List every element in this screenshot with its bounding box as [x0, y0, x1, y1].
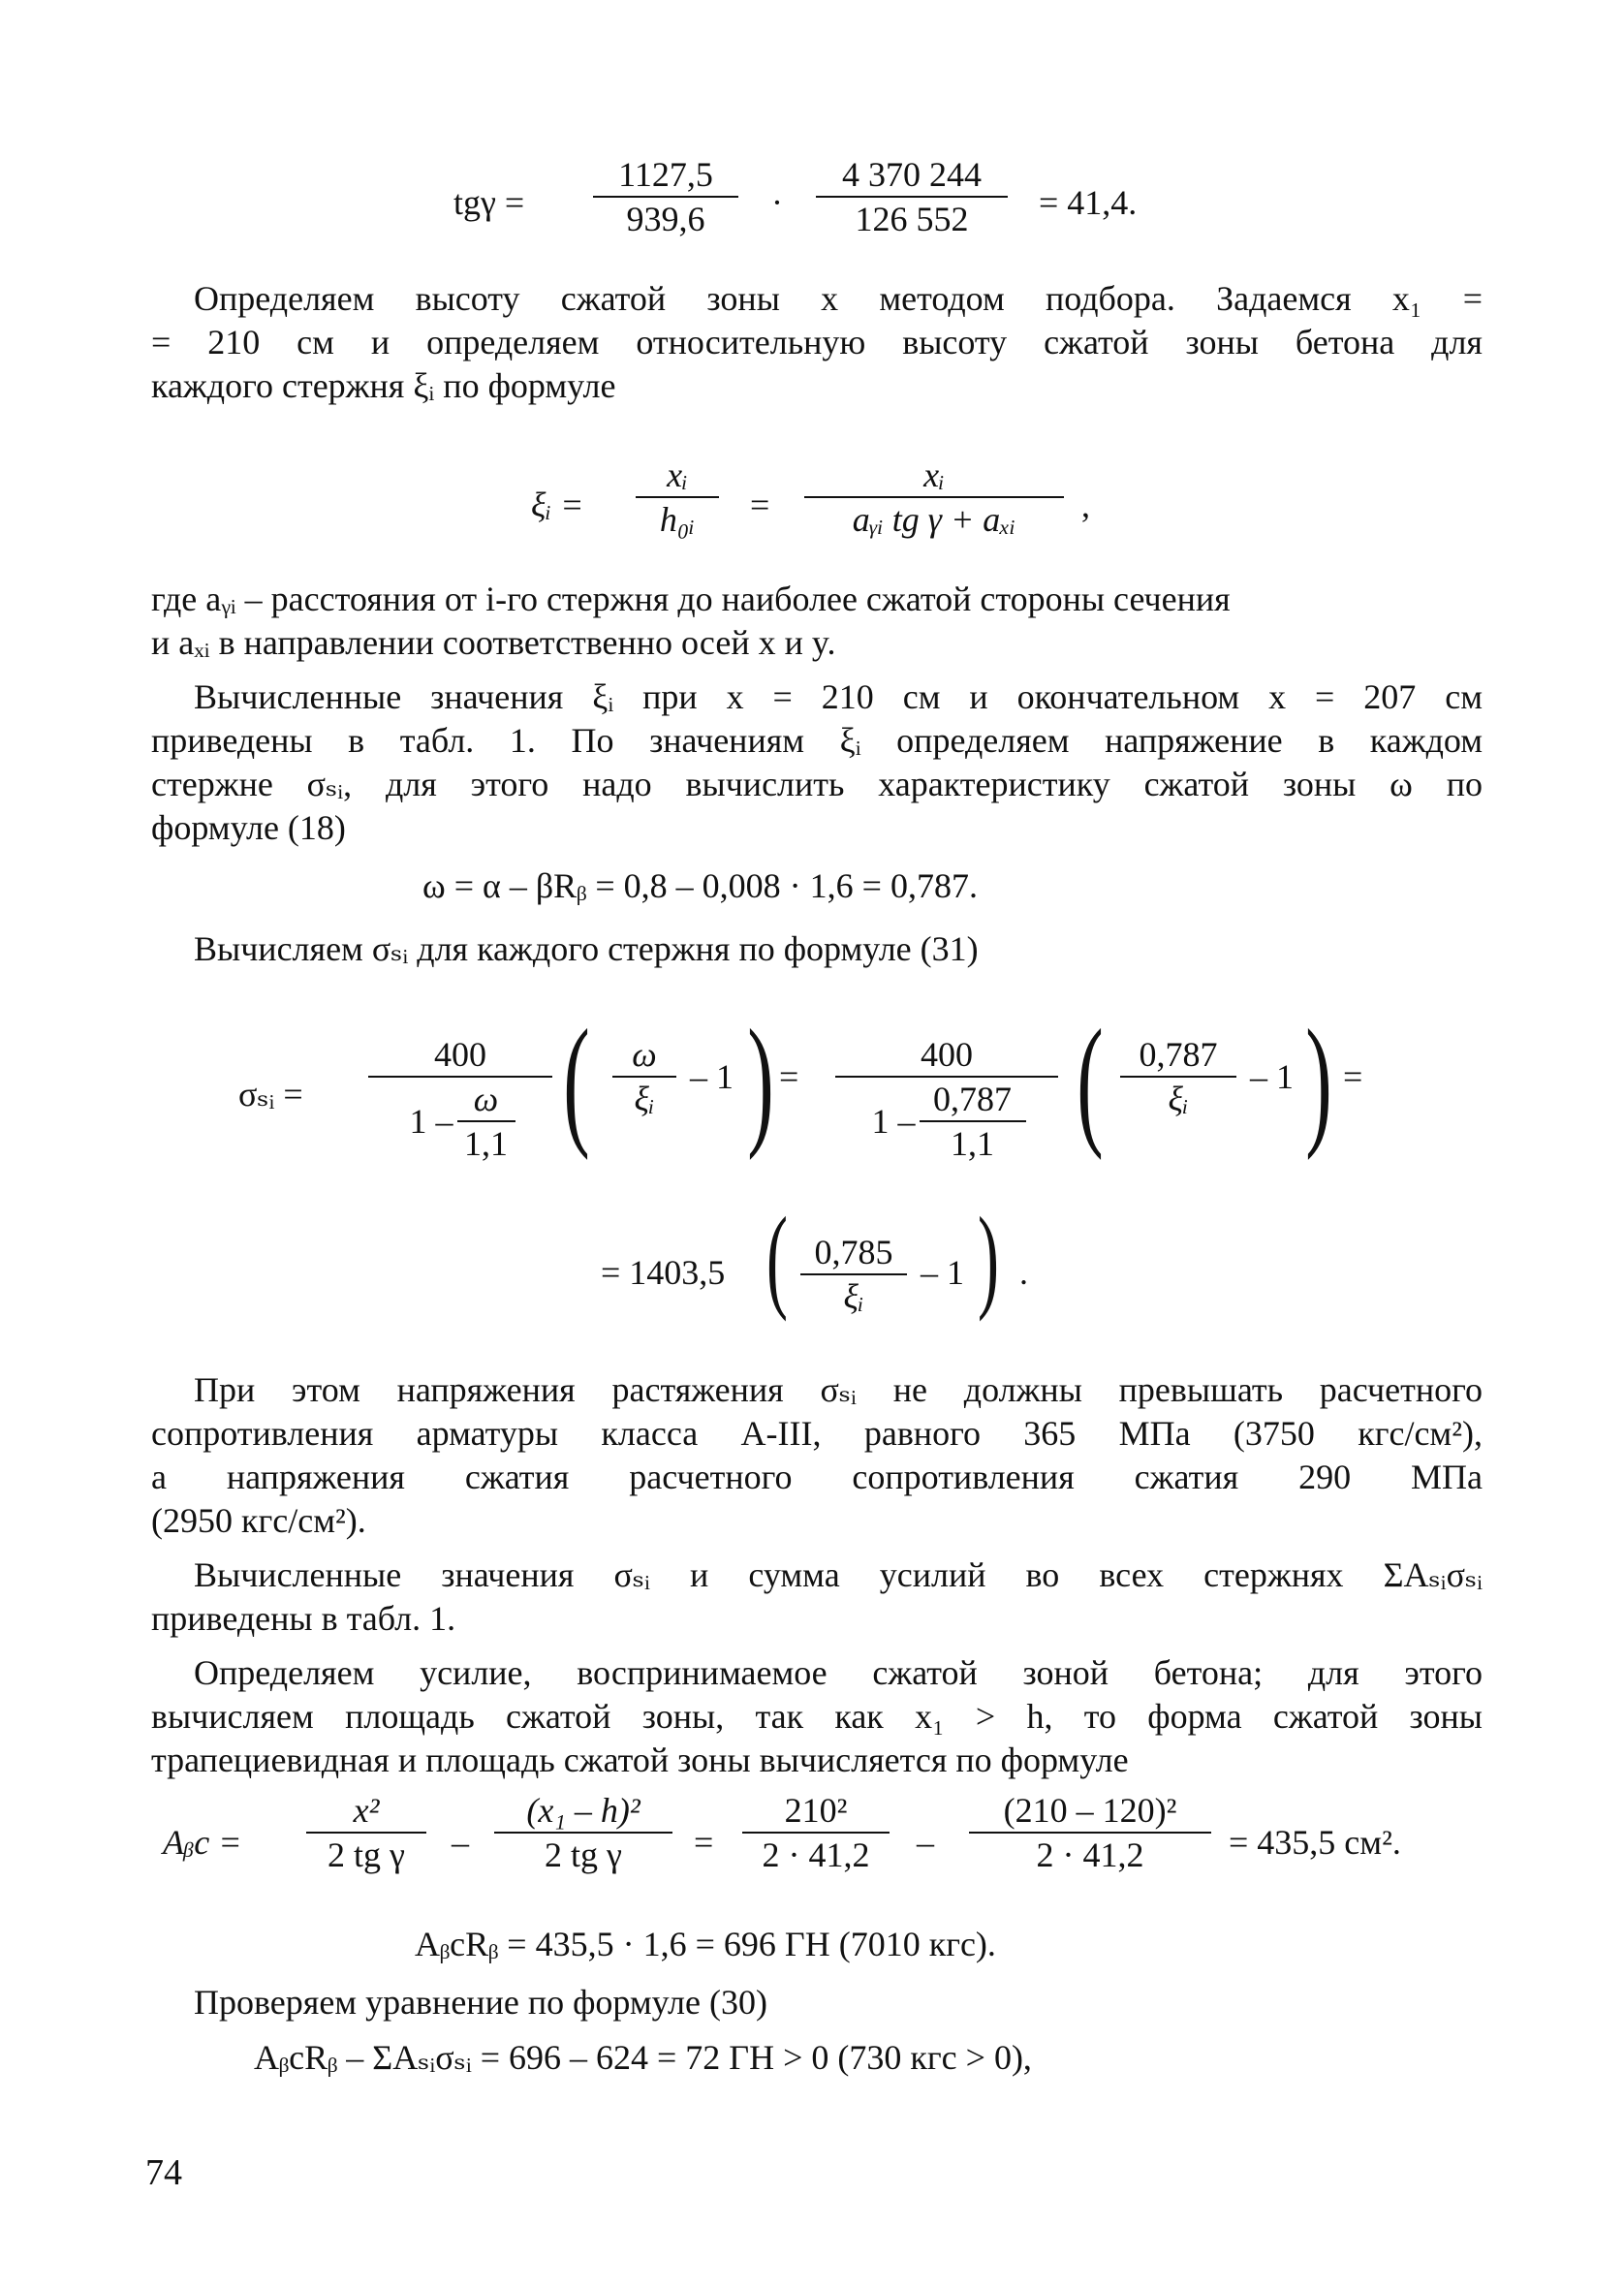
eq-abc-f1-num: x² — [353, 1791, 380, 1830]
eq-sigma-f1-den-den: 1,1 — [464, 1124, 508, 1163]
eq-sigma-eq2: = — [1343, 1057, 1363, 1096]
fraction-bar — [800, 1273, 907, 1275]
fraction-bar — [804, 496, 1064, 498]
eq-sigma-line2-pre: = 1403,5 — [601, 1253, 726, 1292]
eq-abc-lhs: Aᵦc = — [163, 1823, 242, 1862]
eq-xi-f2-den: aᵧᵢ tg γ + aₓᵢ — [852, 500, 1016, 539]
para5-line1: Вычисленные значения σₛᵢ и сумма усилий во всех стержнях ΣAₛᵢσₛᵢ — [194, 1555, 1483, 1594]
para6-line2: вычисляем площадь сжатой зоны, так как x₁ > h, то форма сжатой зоны — [151, 1697, 1483, 1736]
fraction-bar — [1120, 1076, 1236, 1078]
eq-tg-dot: · — [771, 183, 783, 222]
paren-close: ) — [747, 1000, 774, 1161]
fraction-bar — [816, 196, 1008, 198]
eq-sigma-fraction-2 — [835, 1035, 1058, 1163]
fraction-bar — [306, 1832, 426, 1834]
fraction-bar — [457, 1120, 515, 1122]
fraction-bar — [636, 496, 719, 498]
eq-sigma-p3-num: 0,785 — [814, 1233, 893, 1271]
eq-xi-tail: , — [1081, 486, 1090, 524]
eq-tg-f2-den: 126 552 — [855, 200, 969, 238]
eq-sigma-f1-den-frac — [457, 1080, 515, 1163]
para2-line2: приведены в табл. 1. По значениям ξᵢ определяем напряжение в каждом — [151, 721, 1483, 760]
eq-abc-eq1: = — [694, 1823, 714, 1862]
fraction-bar — [612, 1076, 676, 1078]
eq-abc-f3-den: 2 · 41,2 — [762, 1835, 870, 1874]
eq-sigma-p2-minus: – 1 — [1250, 1057, 1294, 1096]
eq-abc-fraction-3 — [742, 1791, 890, 1874]
eq-xi-f2-num: xᵢ — [923, 455, 945, 494]
eq-sigma-f2-den-num: 0,787 — [933, 1080, 1012, 1118]
eq-abc-f1-den: 2 tg γ — [328, 1835, 405, 1874]
eq-sigma-f1-den-num: ω — [473, 1080, 499, 1118]
eq-sigma-line2-tail: . — [1019, 1253, 1028, 1292]
eq-sigma-p3-den: ξᵢ — [843, 1277, 864, 1316]
eq-sigma-f1-num: 400 — [434, 1035, 486, 1074]
eq-abc-f4-num: (210 – 120)² — [1003, 1791, 1177, 1830]
eq-sigma-paren1-fraction — [612, 1035, 676, 1118]
para3: Вычисляем σₛᵢ для каждого стержня по формуле (31) — [194, 929, 979, 968]
para1-line3: каждого стержня ξᵢ по формуле — [151, 366, 616, 405]
para2-line3: стержне σₛᵢ, для этого надо вычислить характеристику сжатой зоны ω по — [151, 765, 1483, 803]
eq-xi-f1-num: xᵢ — [667, 455, 688, 494]
para1-line1: Определяем высоту сжатой зоны x методом подбора. Задаемся x₁ = — [194, 279, 1483, 318]
para4-line2: сопротивления арматуры класса А-III, равного 365 МПа (3750 кгс/см²), — [151, 1414, 1483, 1453]
eq-sigma-paren3-fraction — [800, 1233, 907, 1316]
eq-tg-fraction-2 — [816, 155, 1008, 238]
paren-close: ) — [1305, 1000, 1332, 1161]
paren-close: ) — [977, 1193, 999, 1322]
eq-sigma-p2-den: ξᵢ — [1168, 1080, 1189, 1118]
para4-line4: (2950 кгс/см²). — [151, 1501, 366, 1540]
para6-line3: трапециевидная и площадь сжатой зоны вычисляется по формуле — [151, 1741, 1129, 1779]
eq-tg-f2-num: 4 370 244 — [842, 155, 982, 194]
para4-line3: а напряжения сжатия расчетного сопротивления сжатия 290 МПа — [151, 1458, 1483, 1496]
eq-sigma-f2-num: 400 — [921, 1035, 973, 1074]
fraction-bar — [742, 1832, 890, 1834]
eq-abc-f4-den: 2 · 41,2 — [1036, 1835, 1144, 1874]
eq-abcrb: AᵦcRᵦ = 435,5 · 1,6 = 696 ГН (7010 кгс). — [415, 1925, 996, 1963]
fraction-bar — [593, 196, 738, 198]
eq-sigma-f1-den — [406, 1080, 515, 1163]
eq-abc-f2-den: 2 tg γ — [545, 1835, 622, 1874]
eq-sigma-f1-den-pre: 1 – — [409, 1102, 453, 1141]
eq-abc-m1: – — [452, 1823, 469, 1862]
eq-check: AᵦcRᵦ – ΣAₛᵢσₛᵢ = 696 – 624 = 72 ГН > 0 (730 кгс > 0), — [254, 2038, 1032, 2077]
eq-sigma-fraction-1 — [368, 1035, 552, 1163]
eq-sigma-p1-den: ξᵢ — [634, 1080, 655, 1118]
para7: Проверяем уравнение по формуле (30) — [194, 1983, 767, 2022]
eq-xi-fraction-2 — [804, 455, 1064, 539]
eq-sigma-p3-minus: – 1 — [921, 1253, 964, 1292]
eq-sigma-lhs: σₛᵢ = — [238, 1075, 303, 1114]
eq-xi-fraction-1 — [636, 455, 719, 539]
eq-sigma-p2-num: 0,787 — [1139, 1035, 1218, 1074]
paren-open: ( — [563, 1000, 590, 1161]
para6-line1: Определяем усилие, воспринимаемое сжатой зоной бетона; для этого — [194, 1653, 1483, 1692]
paren-open: ( — [1077, 1000, 1104, 1161]
eq-abc-fraction-4 — [969, 1791, 1211, 1874]
eq-tg-f1-den: 939,6 — [626, 200, 705, 238]
paren-open: ( — [765, 1193, 788, 1322]
eq-abc-f2-num: (x₁ – h)² — [526, 1791, 640, 1830]
eq-abc-f3-num: 210² — [784, 1791, 848, 1830]
eq-sigma-f2-den-den: 1,1 — [951, 1124, 994, 1163]
eq-abc-fraction-1 — [306, 1791, 426, 1874]
eq-abc-fraction-2 — [494, 1791, 672, 1874]
eq-sigma-f2-den — [868, 1080, 1026, 1163]
eq-sigma-f2-den-pre: 1 – — [871, 1102, 916, 1141]
eq-sigma-p1-num: ω — [632, 1035, 657, 1074]
eq-omega: ω = α – βRᵦ = 0,8 – 0,008 · 1,6 = 0,787. — [422, 866, 978, 905]
eq-xi-f1-den: h₀ᵢ — [659, 500, 696, 539]
eq-sigma-eq1: = — [779, 1057, 799, 1096]
eq-tg-fraction-1 — [593, 155, 738, 238]
eq-xi-eq: = — [750, 486, 770, 524]
fraction-bar — [969, 1832, 1211, 1834]
eq-tg-lhs: tgγ = — [453, 183, 525, 222]
eq-tg-rhs: = 41,4. — [1039, 183, 1138, 222]
para2-line1: Вычисленные значения ξᵢ при x = 210 см и окончательном x = 207 см — [194, 677, 1483, 716]
para4-line1: При этом напряжения растяжения σₛᵢ не должны превышать расчетного — [194, 1370, 1483, 1409]
fraction-bar — [835, 1076, 1058, 1078]
eq-sigma-f2-den-frac — [920, 1080, 1026, 1163]
fraction-bar — [494, 1832, 672, 1834]
eq-tg-f1-num: 1127,5 — [618, 155, 713, 194]
fraction-bar — [920, 1120, 1026, 1122]
para1-line2: = 210 см и определяем относительную высоту сжатой зоны бетона для — [151, 323, 1483, 361]
para5-line2: приведены в табл. 1. — [151, 1599, 456, 1638]
para2-line4: формуле (18) — [151, 808, 346, 847]
page-number: 74 — [145, 2152, 182, 2193]
eq-xi-lhs: ξᵢ = — [531, 486, 584, 524]
where-line1: где aᵧᵢ – расстояния от i-го стержня до наиболее сжатой стороны сечения — [151, 580, 1231, 618]
eq-abc-m2: – — [917, 1823, 934, 1862]
eq-abc-rhs: = 435,5 см². — [1229, 1823, 1401, 1862]
where-line2: и aₓᵢ в направлении соответственно осей x и y. — [151, 623, 836, 662]
eq-sigma-paren2-fraction — [1120, 1035, 1236, 1118]
fraction-bar — [368, 1076, 552, 1078]
eq-sigma-p1-minus: – 1 — [690, 1057, 734, 1096]
